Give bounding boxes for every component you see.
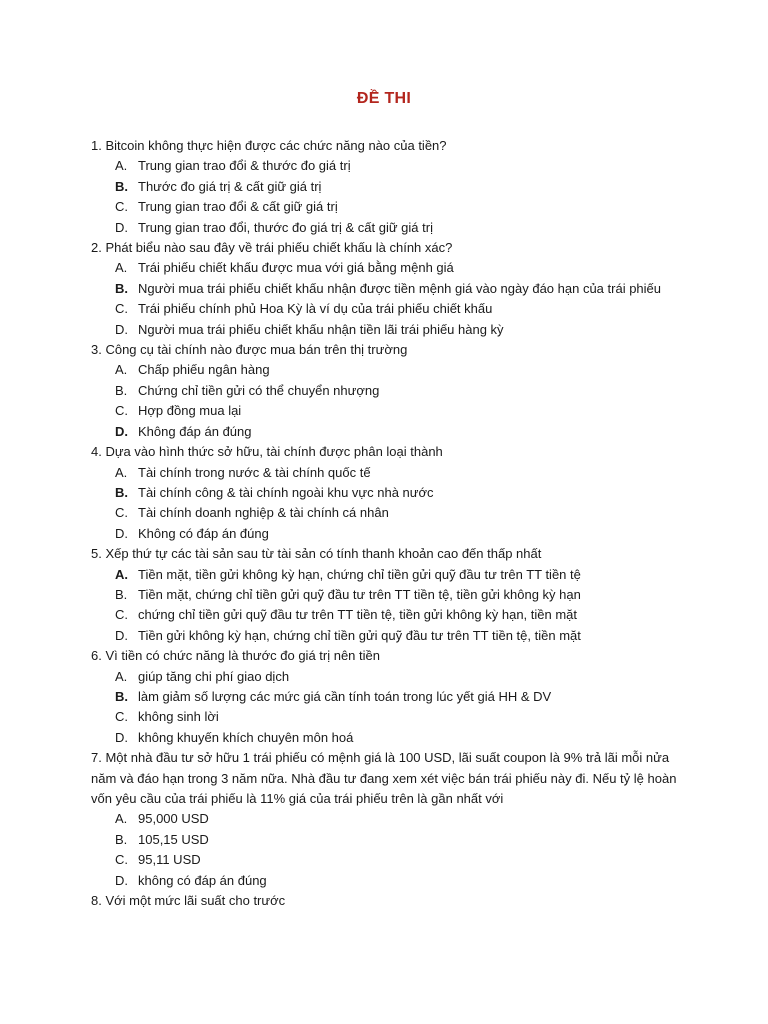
option-letter: A. <box>115 260 128 276</box>
option-text: Tiền mặt, tiền gửi không kỳ hạn, chứng chỉ tiền gửi quỹ đầu tư trên TT tiền tệ <box>138 566 581 582</box>
option-letter: D. <box>115 627 128 643</box>
question-text: 8. Với một mức lãi suất cho trước <box>91 893 286 909</box>
answer-option <box>91 258 691 278</box>
question-text: 2. Phát biểu nào sau đây về trái phiếu chiết khấu là chính xác? <box>91 240 453 256</box>
option-text: giúp tăng chi phí giao dịch <box>138 668 290 684</box>
option-letter: C. <box>115 709 128 725</box>
answer-option <box>91 728 691 748</box>
question-7 <box>91 748 691 891</box>
exam-title: ĐỀ THI <box>356 90 412 107</box>
option-text: Hợp đồng mua lại <box>138 403 242 419</box>
option-letter: A. <box>115 566 128 582</box>
answer-option <box>91 177 691 197</box>
option-text: 95,000 USD <box>138 811 209 827</box>
option-letter: D. <box>115 423 128 439</box>
question-text: 3. Công cụ tài chính nào được mua bán trên thị trường <box>91 342 408 358</box>
option-text: Tài chính công & tài chính ngoài khu vực nhà nước <box>138 484 434 500</box>
option-text: làm giảm số lượng các mức giá cần tính toán trong lúc yết giá HH & DV <box>138 688 552 704</box>
option-text: Chấp phiếu ngân hàng <box>138 362 270 378</box>
option-text: Người mua trái phiếu chiết khấu nhận tiền lãi trái phiếu hàng kỳ <box>138 321 504 337</box>
answer-option <box>91 565 691 585</box>
option-letter: B. <box>115 484 128 500</box>
option-text: Thước đo giá trị & cất giữ giá trị <box>138 178 322 194</box>
option-letter: B. <box>115 586 128 602</box>
answer-option <box>91 605 691 625</box>
option-text: Tiền mặt, chứng chỉ tiền gửi quỹ đầu tư trên TT tiền tệ, tiền gửi không kỳ hạn <box>138 586 581 602</box>
answer-option <box>91 524 691 544</box>
question-list <box>91 136 691 911</box>
option-letter: B. <box>115 280 128 296</box>
question-text: 7. Một nhà đầu tư sở hữu 1 trái phiếu có mệnh giá là 100 USD, lãi suất coupon là 9% trả lãi mỗi nửa năm và đáo hạn trong 3 năm nữa. Nhà đầu tư đang xem xét việc bán trái phiếu này đi. Nếu tỷ lệ hoàn vốn yêu cầu của trái phiếu là 11% giá của trái phiếu trên là gần nhất với <box>91 750 677 806</box>
option-letter: C. <box>115 199 128 215</box>
question-2 <box>91 238 691 340</box>
option-text: Tài chính trong nước & tài chính quốc tế <box>138 464 371 480</box>
answer-option <box>91 381 691 401</box>
answer-option <box>91 218 691 238</box>
option-letter: C. <box>115 607 128 623</box>
answer-option <box>91 401 691 421</box>
answer-option <box>91 830 691 850</box>
question-1 <box>91 136 691 238</box>
answer-option <box>91 156 691 176</box>
answer-option <box>91 871 691 891</box>
answer-option <box>91 850 691 870</box>
option-letter: A. <box>115 158 128 174</box>
option-text: Chứng chỉ tiền gửi có thể chuyển nhượng <box>138 382 380 398</box>
option-text: Trung gian trao đổi & cất giữ giá trị <box>138 199 338 215</box>
option-letter: D. <box>115 872 128 888</box>
option-text: Không đáp án đúng <box>138 423 252 439</box>
option-letter: A. <box>115 668 128 684</box>
answer-option <box>91 299 691 319</box>
question-8 <box>91 891 691 911</box>
option-text: không có đáp án đúng <box>138 872 267 888</box>
option-text: Người mua trái phiếu chiết khấu nhận được tiền mệnh giá vào ngày đáo hạn của trái phiếu <box>138 280 662 296</box>
option-letter: C. <box>115 505 128 521</box>
option-text: Tài chính doanh nghiệp & tài chính cá nhân <box>138 505 389 521</box>
option-text: Không có đáp án đúng <box>138 525 269 541</box>
option-letter: D. <box>115 525 128 541</box>
option-letter: B. <box>115 178 128 194</box>
answer-option <box>91 197 691 217</box>
question-4 <box>91 442 691 544</box>
option-text: 105,15 USD <box>138 831 209 847</box>
answer-option <box>91 585 691 605</box>
option-letter: C. <box>115 852 128 868</box>
question-5 <box>91 544 691 646</box>
option-letter: C. <box>115 301 128 317</box>
option-text: không khuyến khích chuyên môn hoá <box>138 729 354 745</box>
answer-option <box>91 279 691 299</box>
option-text: Trái phiếu chiết khấu được mua với giá bằng mệnh giá <box>138 260 454 276</box>
answer-option <box>91 626 691 646</box>
answer-option <box>91 463 691 483</box>
option-letter: B. <box>115 831 128 847</box>
question-6 <box>91 646 691 748</box>
option-letter: D. <box>115 219 128 235</box>
option-letter: A. <box>115 362 128 378</box>
answer-option <box>91 503 691 523</box>
option-text: Trái phiếu chính phủ Hoa Kỳ là ví dụ của trái phiếu chiết khấu <box>138 301 493 317</box>
option-letter: D. <box>115 321 128 337</box>
option-letter: D. <box>115 729 128 745</box>
question-text: 6. Vì tiền có chức năng là thước đo giá trị nên tiền <box>91 648 380 664</box>
answer-option <box>91 360 691 380</box>
answer-option <box>91 707 691 727</box>
question-text: 5. Xếp thứ tự các tài sản sau từ tài sản có tính thanh khoản cao đến thấp nhất <box>91 546 542 562</box>
option-letter: B. <box>115 688 128 704</box>
option-text: Trung gian trao đổi & thước đo giá trị <box>138 158 351 174</box>
question-text: 1. Bitcoin không thực hiện được các chức năng nào của tiền? <box>91 138 447 153</box>
option-letter: A. <box>115 811 128 827</box>
question-text: 4. Dựa vào hình thức sở hữu, tài chính được phân loại thành <box>91 444 443 460</box>
option-letter: A. <box>115 464 128 480</box>
question-3 <box>91 340 691 442</box>
answer-option <box>91 320 691 340</box>
option-letter: B. <box>115 382 128 398</box>
option-text: Trung gian trao đổi, thước đo giá trị & cất giữ giá trị <box>138 219 433 235</box>
option-letter: C. <box>115 403 128 419</box>
answer-option <box>91 809 691 829</box>
option-text: chứng chỉ tiền gửi quỹ đầu tư trên TT tiền tệ, tiền gửi không kỳ hạn, tiền mặt <box>138 607 578 623</box>
answer-option <box>91 667 691 687</box>
answer-option <box>91 422 691 442</box>
option-text: không sinh lời <box>138 709 219 725</box>
answer-option <box>91 687 691 707</box>
answer-option <box>91 483 691 503</box>
option-text: Tiền gửi không kỳ hạn, chứng chỉ tiền gửi quỹ đầu tư trên TT tiền tệ, tiền mặt <box>138 627 581 643</box>
option-text: 95,11 USD <box>138 852 201 868</box>
